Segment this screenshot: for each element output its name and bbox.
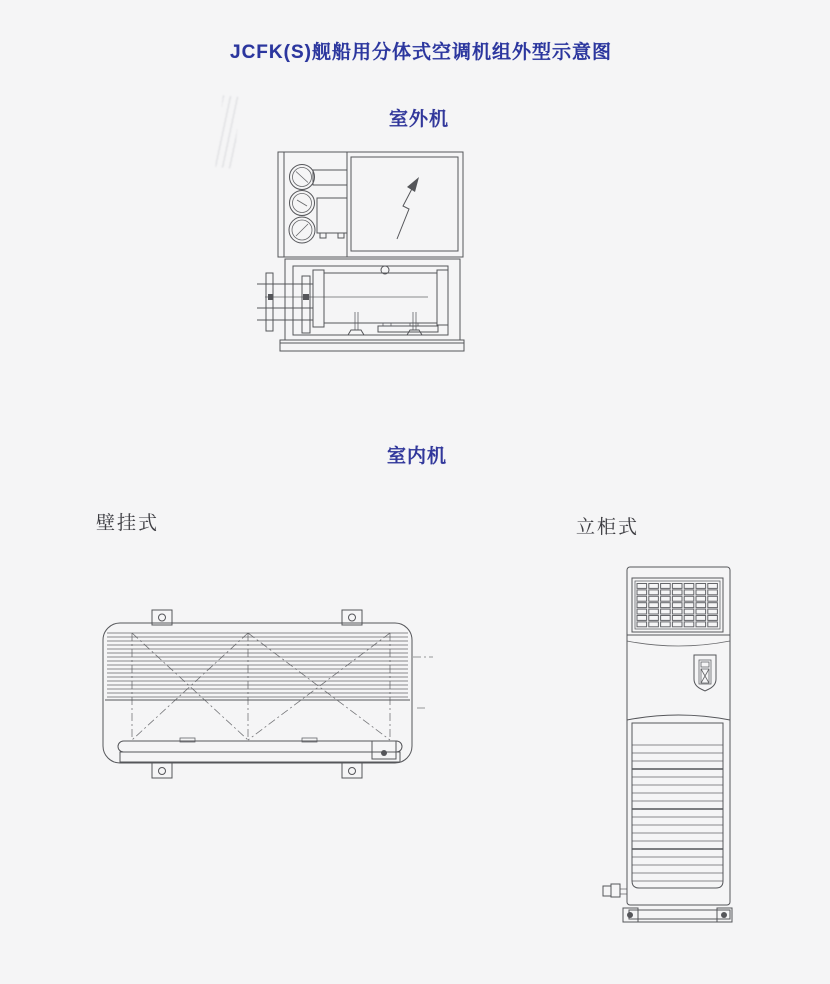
scan-artifact xyxy=(215,95,240,168)
indoor-unit-section-label: 室内机 xyxy=(386,446,448,467)
page-title: JCFK(S)舰船用分体式空调机组外型示意图 xyxy=(230,42,612,63)
pressure-gauge-icon xyxy=(290,191,315,216)
lightning-bolt-icon xyxy=(397,177,419,239)
pipe-fitting xyxy=(603,884,627,897)
pressure-gauge-icon xyxy=(289,217,315,243)
air-outlet-grille xyxy=(632,578,723,632)
pressure-gauge-icon xyxy=(290,165,315,190)
base-feet xyxy=(623,908,732,922)
outdoor-unit-section-label: 室外机 xyxy=(388,109,450,130)
wall-mounted-type-label: 壁挂式 xyxy=(96,513,160,534)
wall-mounted-indoor-unit-drawing xyxy=(95,600,440,790)
outdoor-unit-drawing xyxy=(250,140,480,365)
control-box xyxy=(372,741,396,759)
floor-standing-indoor-unit-drawing xyxy=(595,560,745,930)
control-panel-badge xyxy=(694,655,716,691)
mounting-tab xyxy=(152,763,362,778)
floor-standing-type-label: 立柜式 xyxy=(576,517,640,538)
